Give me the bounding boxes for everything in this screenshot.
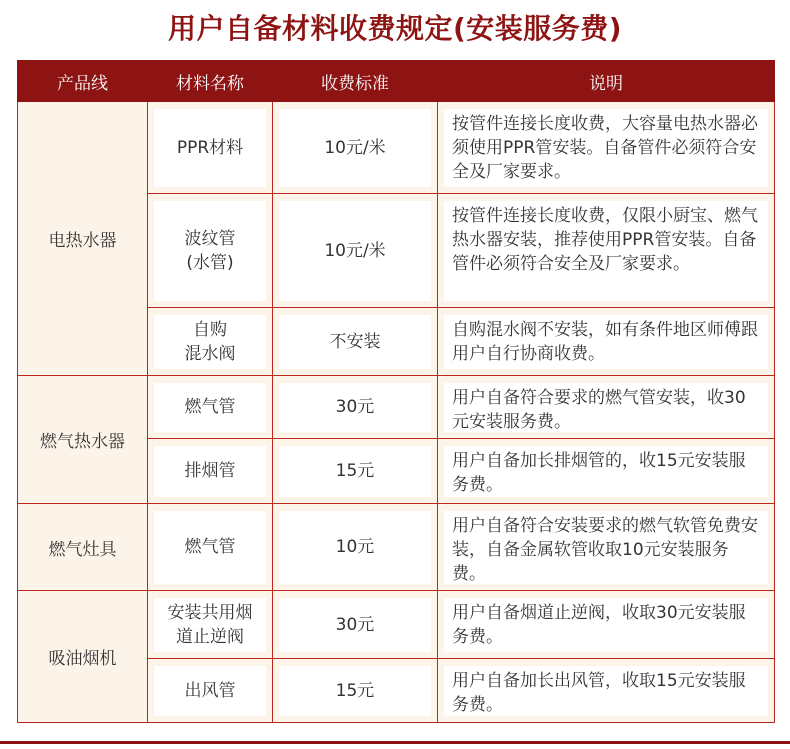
desc-cell: 自购混水阀不安装，如有条件地区师傅跟用户自行协商收费。 (444, 315, 768, 369)
material-cell: PPR材料 (154, 109, 266, 187)
material-cell: 自购 混水阀 (154, 315, 266, 369)
fee-cell: 10元/米 (279, 109, 431, 187)
group-cell: 燃气灶具 (18, 504, 148, 591)
fee-cell: 10元/米 (279, 201, 431, 301)
desc-cell: 用户自备符合要求的燃气管安装，收30元安装服务费。 (444, 383, 768, 432)
header-material-name: 材料名称 (148, 61, 273, 102)
table-row (18, 102, 775, 194)
material-cell: 排烟管 (154, 446, 266, 497)
table-row (18, 504, 775, 591)
table-header-row (18, 61, 775, 102)
material-cell: 燃气管 (154, 511, 266, 584)
fee-table (17, 60, 775, 723)
desc-cell: 用户自备加长出风管，收取15元安装服务费。 (444, 666, 768, 716)
desc-cell: 用户自备符合安装要求的燃气软管免费安装，自备金属软管收取10元安装服务费。 (444, 511, 768, 584)
page-title: 用户自备材料收费规定(安装服务费) (167, 12, 623, 45)
material-cell: 安装共用烟 道止逆阀 (154, 598, 266, 652)
fee-cell: 30元 (279, 598, 431, 652)
fee-cell: 10元 (279, 511, 431, 584)
desc-cell: 按管件连接长度收费，大容量电热水器必须使用PPR管安装。自备管件必须符合安全及厂家要求。 (444, 109, 768, 187)
material-cell: 波纹管 (水管) (154, 201, 266, 301)
desc-cell: 用户自备烟道止逆阀，收取30元安装服务费。 (444, 598, 768, 652)
fee-cell: 15元 (279, 666, 431, 716)
fee-cell: 不安装 (279, 315, 431, 369)
bottom-divider (0, 741, 790, 744)
group-cell: 电热水器 (18, 102, 148, 376)
desc-cell: 用户自备加长排烟管的，收15元安装服务费。 (444, 446, 768, 497)
header-description: 说明 (438, 61, 775, 102)
desc-cell: 按管件连接长度收费，仅限小厨宝、燃气热水器安装，推荐使用PPR管安装。自备管件必须符合安全及厂家要求。 (444, 201, 768, 301)
header-fee-standard: 收费标准 (273, 61, 438, 102)
material-cell: 出风管 (154, 666, 266, 716)
table-row (18, 591, 775, 659)
fee-cell: 15元 (279, 446, 431, 497)
header-product-line: 产品线 (18, 61, 148, 102)
fee-cell: 30元 (279, 383, 431, 432)
material-cell: 燃气管 (154, 383, 266, 432)
group-cell: 燃气热水器 (18, 376, 148, 504)
table-row (18, 376, 775, 439)
group-cell: 吸油烟机 (18, 591, 148, 723)
